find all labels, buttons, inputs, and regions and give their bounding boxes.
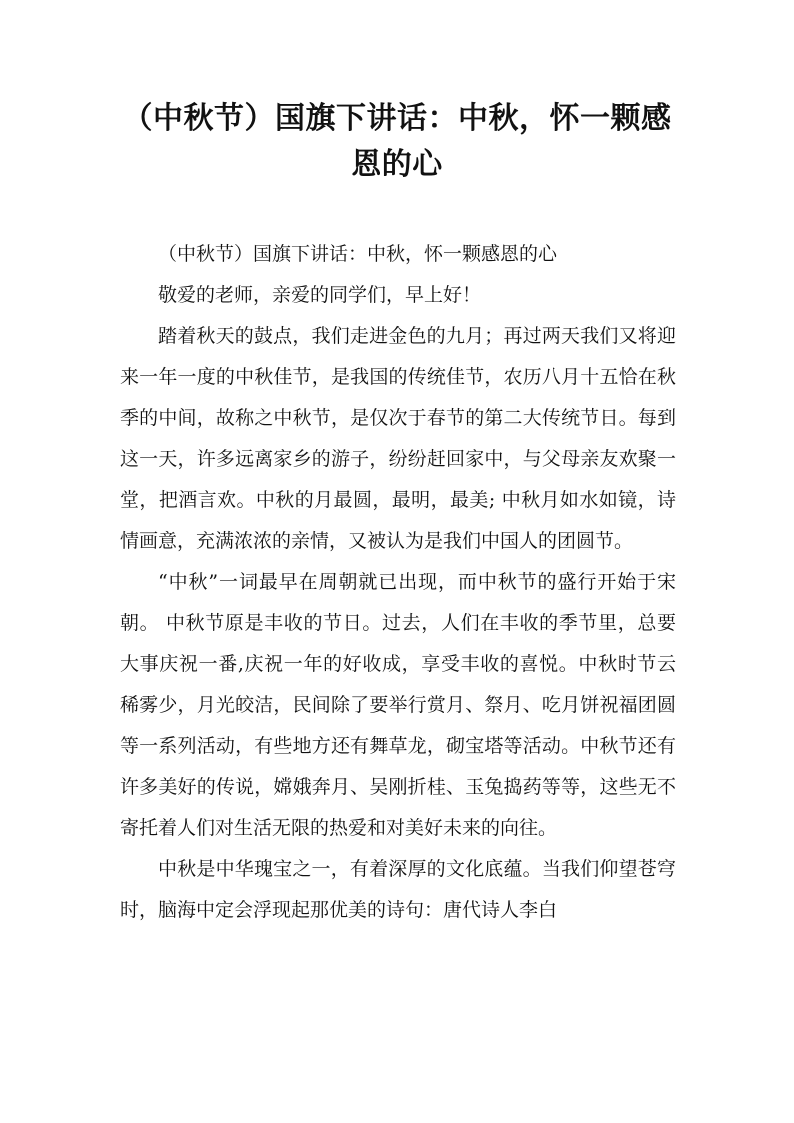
paragraph-culture: 中秋是中华瑰宝之一，有着深厚的文化底蕴。当我们仰望苍穹时，脑海中定会浮现起那优美的诗句：唐代诗人李白 <box>120 858 676 921</box>
paragraph-subtitle: （中秋节）国旗下讲话：中秋，怀一颗感恩的心 <box>158 243 558 265</box>
document-body <box>120 234 676 931</box>
paragraph-greeting: 敬爱的老师，亲爱的同学们，早上好！ <box>158 284 482 306</box>
document-title: （中秋节）国旗下讲话：中秋，怀一颗感恩的心 <box>122 101 672 182</box>
paragraph-intro: 踏着秋天的鼓点，我们走进金色的九月；再过两天我们又将迎来一年一度的中秋佳节，是我国的传统佳节，农历八月十五恰在秋季的中间，故称之中秋节，是仅次于春节的第二大传统节日。每到这一天，许多远离家乡的游子，纷纷赶回家中，与父母亲友欢聚一堂，把酒言欢。中秋的月最圆，最明，最美; 中秋月如水如镜，诗情画意，充满浓浓的亲情，又被认为是我们中国人的团圆节。 <box>120 325 676 552</box>
paragraph-history: “中秋”一词最早在周朝就已出现，而中秋节的盛行开始于宋朝。 中秋节原是丰收的节日。过去，人们在丰收的季节里，总要大事庆祝一番,庆祝一年的好收成，享受丰收的喜悦。中秋时节云稀雾少，月光皎洁，民间除了要举行赏月、祭月、吃月饼祝福团圆等一系列活动，有些地方还有舞草龙，砌宝塔等活动。中秋节还有许多美好的传说，嫦娥奔月、吴刚折桂、玉兔捣药等等，这些无不寄托着人们对生活无限的热爱和对美好未来的向往。 <box>120 571 676 839</box>
